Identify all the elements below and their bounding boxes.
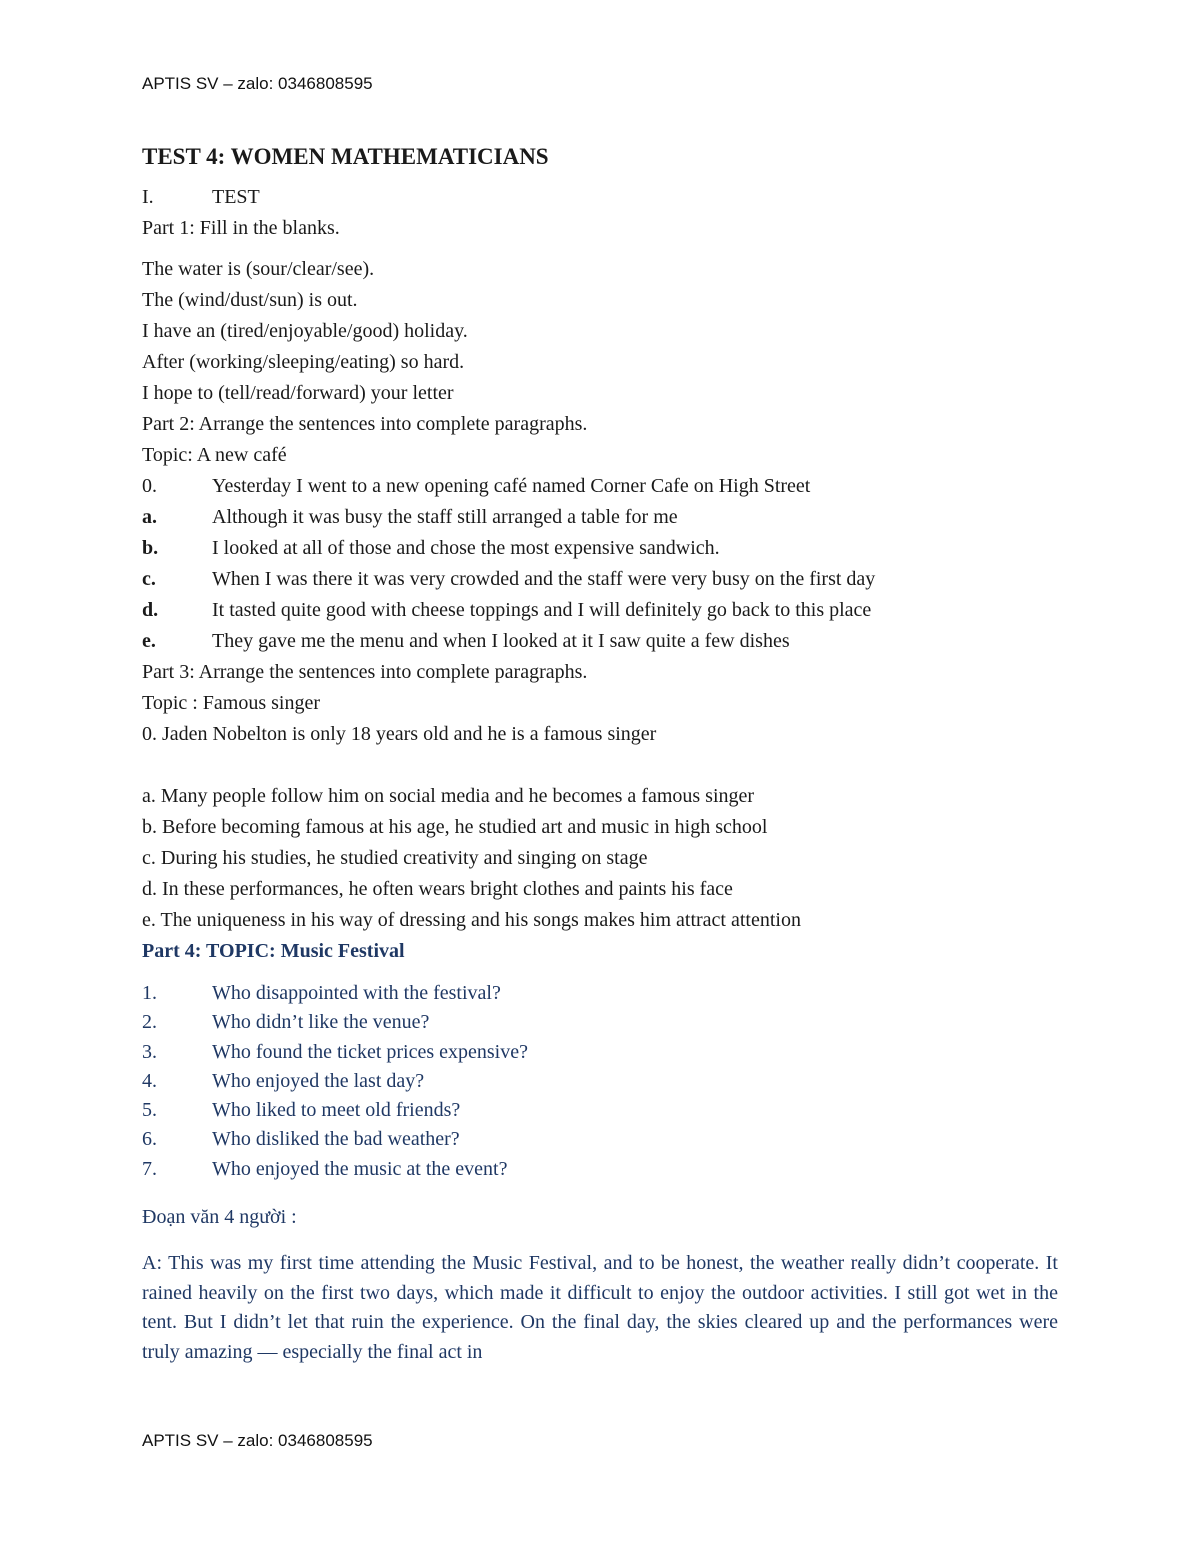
part2-item (142, 471, 1058, 502)
question-item (142, 1125, 1058, 1154)
question-text: Who enjoyed the last day? (212, 1069, 425, 1092)
part2-heading: Part 2: Arrange the sentences into complete paragraphs. (142, 413, 588, 435)
part3-item: a. Many people follow him on social media and he becomes a famous singer (142, 785, 755, 807)
question-item (142, 1067, 1058, 1096)
question-text: Who enjoyed the music at the event? (212, 1157, 508, 1180)
question-number: 7. (142, 1157, 157, 1180)
question-item (142, 979, 1058, 1008)
part1-heading: Part 1: Fill in the blanks. (142, 217, 340, 239)
item-label: 0. (142, 475, 157, 497)
page-footer: APTIS SV – zalo: 0346808595 (142, 1431, 373, 1450)
section-label: TEST (212, 186, 260, 208)
part4-question-list (142, 979, 1058, 1184)
item-text: They gave me the menu and when I looked at it I saw quite a few dishes (212, 630, 790, 652)
page-header: APTIS SV – zalo: 0346808595 (142, 74, 373, 93)
part1-item: The (wind/dust/sun) is out. (142, 289, 358, 311)
part1-item: The water is (sour/clear/see). (142, 258, 375, 280)
question-number: 2. (142, 1011, 157, 1034)
part4-heading: Part 4: TOPIC: Music Festival (142, 940, 405, 962)
question-text: Who found the ticket prices expensive? (212, 1040, 528, 1063)
item-label: a. (142, 506, 157, 528)
question-number: 4. (142, 1069, 157, 1092)
part3-item: d. In these performances, he often wears bright clothes and paints his face (142, 878, 733, 900)
part2-topic: Topic: A new café (142, 444, 287, 466)
part2-item (142, 533, 1058, 564)
question-text: Who disappointed with the festival? (212, 982, 501, 1004)
question-number: 6. (142, 1128, 157, 1151)
question-text: Who didn’t like the venue? (212, 1011, 430, 1034)
part1-item: After (working/sleeping/eating) so hard. (142, 351, 465, 373)
question-text: Who liked to meet old friends? (212, 1099, 461, 1122)
item-text: I looked at all of those and chose the most expensive sandwich. (212, 537, 720, 559)
part1-item: I hope to (tell/read/forward) your letter (142, 382, 454, 404)
part1-item: I have an (tired/enjoyable/good) holiday. (142, 320, 468, 342)
item-text: It tasted quite good with cheese toppings and I will definitely go back to this place (212, 599, 872, 621)
part3-item: e. The uniqueness in his way of dressing and his songs makes him attract attention (142, 909, 801, 931)
passage-label: Đoạn văn 4 người : (142, 1206, 297, 1229)
part3-intro: 0. Jaden Nobelton is only 18 years old and he is a famous singer (142, 723, 657, 745)
passage-a: A: This was my first time attending the Music Festival, and to be honest, the weather really didn’t cooperate. It rained heavily on the first two days, which made it difficult to enjoy the outdoor activities. I still got wet in the tent. But I didn’t let that ruin the experience. On the final day, the skies cleared up and the performances were truly amazing — especially the final act in (142, 1252, 1058, 1363)
question-item (142, 1008, 1058, 1037)
question-item (142, 1155, 1058, 1184)
section-number: I. (142, 186, 154, 208)
part2-item (142, 626, 1058, 657)
part3-item: c. During his studies, he studied creativity and singing on stage (142, 847, 648, 869)
part3-item: b. Before becoming famous at his age, he studied art and music in high school (142, 816, 768, 838)
part3-topic: Topic : Famous singer (142, 692, 321, 714)
section-heading (142, 182, 1058, 213)
question-item (142, 1096, 1058, 1125)
question-number: 5. (142, 1099, 157, 1122)
question-text: Who disliked the bad weather? (212, 1128, 460, 1151)
item-label: e. (142, 630, 156, 652)
item-label: c. (142, 568, 156, 590)
document-body (142, 140, 1058, 1367)
item-text: When I was there it was very crowded and the staff were very busy on the first day (212, 568, 876, 590)
question-number: 1. (142, 982, 157, 1004)
part3-heading: Part 3: Arrange the sentences into complete paragraphs. (142, 661, 588, 683)
part2-item (142, 502, 1058, 533)
question-item (142, 1038, 1058, 1067)
part2-item (142, 564, 1058, 595)
item-label: d. (142, 599, 159, 621)
item-label: b. (142, 537, 159, 559)
document-title: TEST 4: WOMEN MATHEMATICIANS (142, 144, 549, 169)
item-text: Although it was busy the staff still arranged a table for me (212, 506, 678, 528)
part2-item (142, 595, 1058, 626)
item-text: Yesterday I went to a new opening café named Corner Cafe on High Street (212, 475, 811, 497)
question-number: 3. (142, 1040, 157, 1063)
